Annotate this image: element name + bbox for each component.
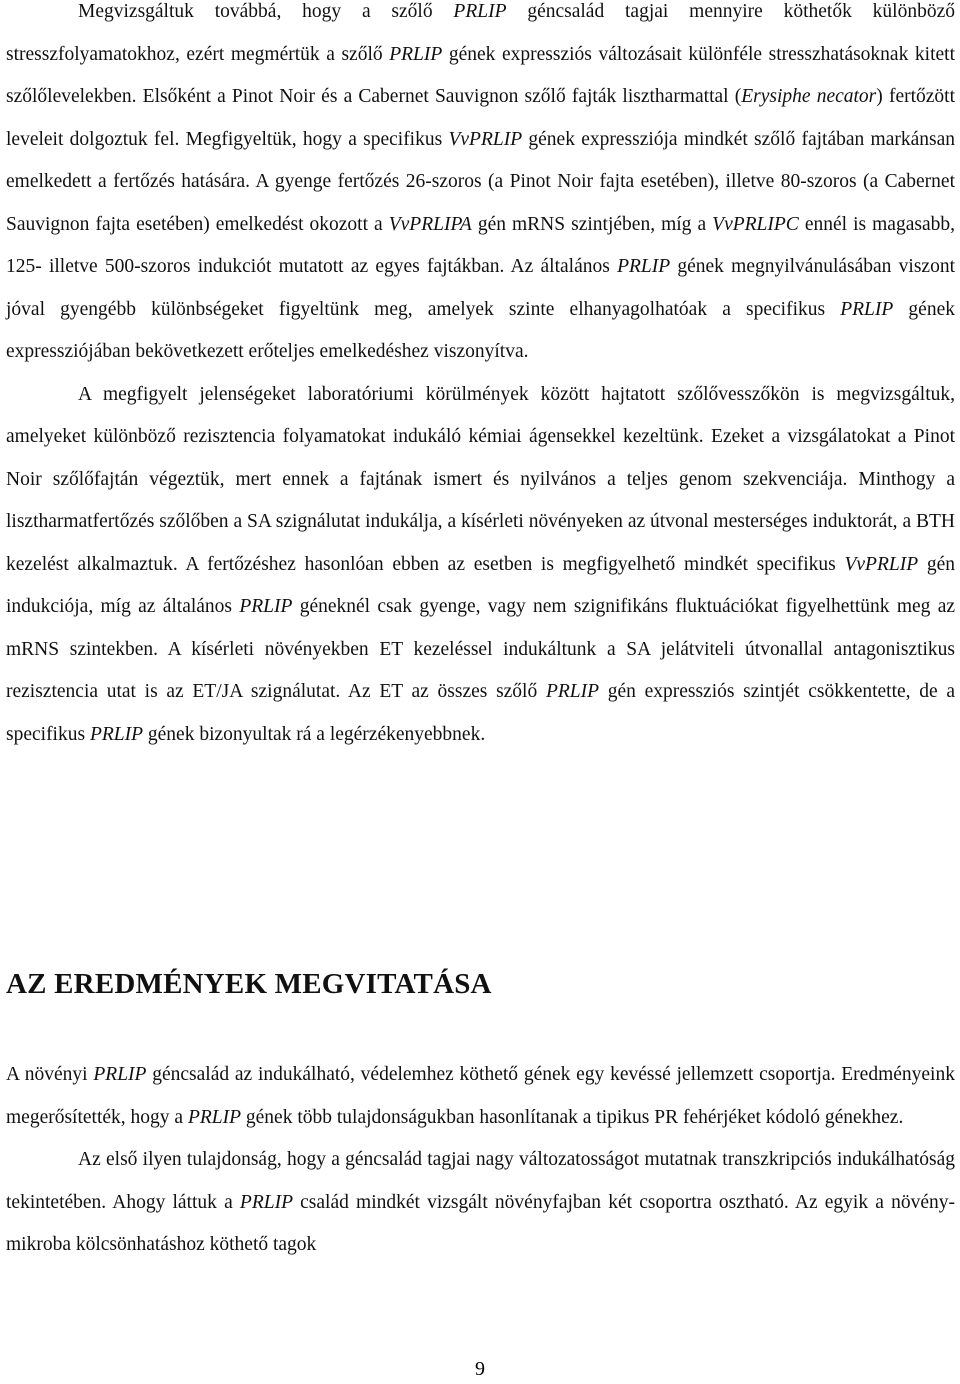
italic-term: Erysiphe necator — [741, 86, 877, 107]
italic-term: PRLIP — [187, 1106, 242, 1128]
page-number: 9 — [475, 1358, 485, 1380]
text-run: gén indukciója, míg az általános — [6, 553, 955, 617]
paragraph — [6, 0, 955, 374]
italic-term: VvPRLIP — [448, 128, 523, 150]
italic-term: VvPRLIPA — [388, 213, 472, 235]
section-title: AZ EREDMÉNYEK MEGVITATÁSA — [6, 968, 492, 1000]
italic-term: PRLIP — [239, 1191, 293, 1213]
text-run: A növényi — [6, 1064, 94, 1085]
text-run: gén mRNS szintjében, míg a — [471, 213, 713, 235]
results-paragraphs — [6, 0, 955, 756]
text-run: A megfigyelt jelenségeket laboratóriumi körülmények között hajtatott szőlővesszőkön is megvizsgáltuk, amelyeket különböző rezisztencia folyamatokat indukáló kémiai ágensekkel kezeltünk. Ezeket a vizsgálatokat a Pinot Noir szőlőfajtán végeztük, mert ennek a fajtának ismert és nyilvános a teljes genom szekvenciája. Minthogy a lisztharmatfertőzés szőlőben a SA szignálutat indukálja, a kísérleti növényeken az útvonal mesterséges induktorát, a BTH kezelést alkalmaztuk. A fertőzéshez hasonlóan ebben az esetben is megfigyelhető mindkét specifikus — [6, 383, 955, 575]
text-run: gének expressziójában bekövetkezett erőteljes emelkedéshez viszonyítva. — [6, 298, 955, 362]
text-run: géneknél csak gyenge, vagy nem szignifikáns fluktuációkat figyelhettünk meg az mRNS szintekben. A kísérleti növényekben ET kezeléssel indukáltunk a SA jelátviteli útvonallal antagonisztikus rezisztencia utat is az ET/JA szignálutat. Az ET az összes szőlő — [6, 596, 956, 702]
italic-term: PRLIP — [840, 298, 894, 320]
text-run: gének expressziója mindkét szőlő fajtában markánsan emelkedett a fertőzés hatására. A gyenge fertőzés 26-szoros (a Pinot Noir fajta esetében), illetve 80-szoros (a Cabernet Sauvignon fajta esetében) emelkedést okozott a — [6, 128, 956, 235]
text-run: géncsalád az indukálható, védelemhez köthető gének egy kevéssé jellemzett csoportja. Eredményeink megerősítették, hogy a — [6, 1064, 955, 1128]
italic-term: PRLIP — [239, 596, 293, 617]
paragraph — [6, 1139, 955, 1267]
text-run: gének bizonyultak rá a legérzékenyebbnek. — [143, 723, 486, 745]
italic-term: PRLIP — [453, 1, 507, 22]
paragraph — [6, 374, 955, 757]
text-run: gének megnyilvánulásában viszont jóval gyengébb különbségeket figyeltünk meg, amelyek szinte elhanyagolhatóak a specifikus — [6, 256, 955, 320]
text-run: Megvizsgáltuk továbbá, hogy a szőlő — [78, 1, 454, 22]
text-run: ) fertőzött leveleit dolgoztuk fel. Megfigyeltük, hogy a specifikus — [6, 86, 955, 150]
italic-term: PRLIP — [389, 43, 443, 65]
text-run: gén expressziós szintjét csökkentette, de a specifikus — [6, 681, 956, 745]
text-run: gének expressziós változásait különféle stresszhatásoknak kitett szőlőlevelekben. Elsőként a Pinot Noir és a Cabernet Sauvignon szőlő fajták lisztharmattal ( — [6, 43, 955, 107]
text-run: géncsalád tagjai mennyire köthetők különböző stresszfolyamatokhoz, ezért megmértük a szőlő — [6, 1, 955, 65]
paragraph — [6, 1054, 955, 1139]
discussion-paragraphs — [6, 1054, 955, 1267]
text-run: ennél is magasabb, 125- illetve 500-szoros indukciót mutatott az egyes fajtákban. Az általános — [6, 213, 955, 277]
text-run: gének több tulajdonságukban hasonlítanak a tipikus PR fehérjéket kódoló génekhez. — [241, 1106, 904, 1128]
italic-term: PRLIP — [545, 681, 600, 702]
italic-term: PRLIP — [89, 723, 144, 745]
text-run: család mindkét vizsgált növényfajban két csoportra osztható. Az egyik a növény-mikroba kölcsönhatáshoz köthető tagok — [6, 1191, 955, 1255]
italic-term: VvPRLIPC — [712, 213, 799, 235]
italic-term: PRLIP — [93, 1064, 147, 1085]
italic-term: VvPRLIP — [844, 553, 919, 575]
italic-term: PRLIP — [617, 256, 671, 277]
text-run: Az első ilyen tulajdonság, hogy a géncsalád tagjai nagy változatosságot mutatnak transzkripciós indukálhatóság tekintetében. Ahogy láttuk a — [6, 1149, 955, 1213]
